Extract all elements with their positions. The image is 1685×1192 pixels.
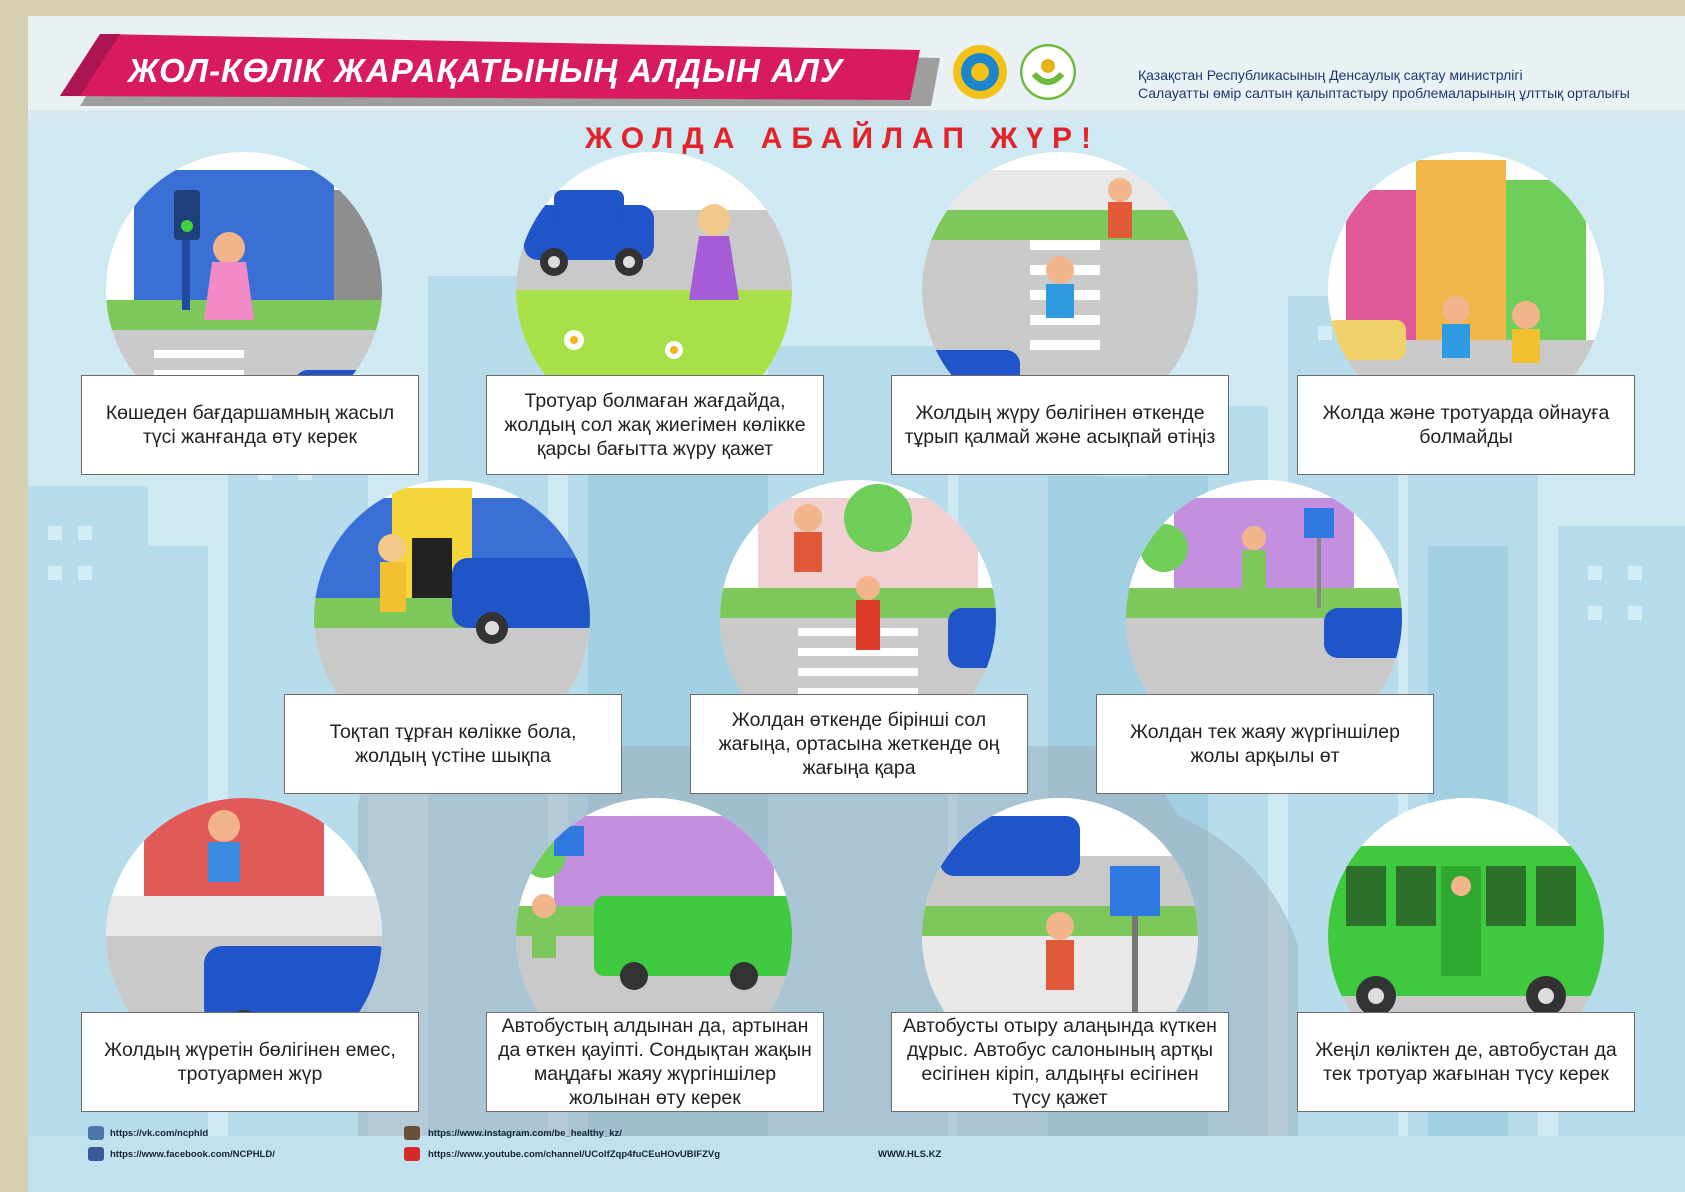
tip-text-3: Жолдың жүру бөлігінен өткенде тұрып қалмай және асықпай өтіңіз xyxy=(904,402,1216,448)
tip-card-3 xyxy=(891,375,1229,475)
tip-text-4: Жолда және тротуарда ойнауға болмайды xyxy=(1322,402,1610,448)
tip-text-11: Жеңіл көліктен де, автобустан да тек тротуар жағынан түсу керек xyxy=(1315,1039,1617,1085)
youtube-icon xyxy=(404,1147,420,1161)
instagram-link[interactable]: https://www.instagram.com/be_healthy_kz/ xyxy=(428,1128,622,1139)
tip-card-5 xyxy=(284,694,622,794)
tip-text-8: Жолдың жүретін бөлігінен емес, тротуармен жүр xyxy=(104,1039,396,1085)
facebook-link[interactable]: https://www.facebook.com/NCPHLD/ xyxy=(110,1149,275,1160)
instagram-icon xyxy=(404,1126,420,1140)
tip-card-2 xyxy=(486,375,824,475)
tip-card-7 xyxy=(1096,694,1434,794)
tip-card-9 xyxy=(486,1012,824,1112)
tip-text-10: Автобусты отыру алаңында күткен дұрыс. Автобус салонының артқы есігінен кіріп, алдыңғы есігінен түсу қажет xyxy=(903,1015,1217,1109)
ministry-text xyxy=(1138,66,1630,102)
ministry-line-2: Салауатты өмір салтын қалыптастыру проблемаларының ұлттық орталығы xyxy=(1138,85,1630,101)
ministry-line-1: Қазақстан Республикасының Денсаулық сақтау министрлігі xyxy=(1138,67,1523,83)
slogan: ЖОЛДА АБАЙЛАП ЖҮР! xyxy=(584,122,1101,155)
tip-card-1 xyxy=(81,375,419,475)
tip-card-10 xyxy=(891,1012,1229,1112)
youtube-link[interactable]: https://www.youtube.com/channel/UColfZqp4fuCEuHOvUBIFZVg xyxy=(428,1149,721,1160)
tip-text-7: Жолдан тек жаяу жүргіншілер жолы арқылы өт xyxy=(1129,721,1400,767)
tip-card-8 xyxy=(81,1012,419,1112)
page-title: ЖОЛ-КӨЛІК ЖАРАҚАТЫНЫҢ АЛДЫН АЛУ xyxy=(128,52,844,89)
health-center-logo-icon xyxy=(1020,44,1076,100)
state-emblem-icon xyxy=(952,44,1008,100)
tip-card-4 xyxy=(1297,375,1635,475)
tip-text-1: Көшеден бағдаршамның жасыл түсі жанғанда өту керек xyxy=(105,402,395,448)
tip-text-9: Автобустың алдынан да, артынан да өткен қауіпті. Сондықтан жақын маңдағы жаяу жүргіншілер жолынан өту керек xyxy=(498,1015,812,1109)
facebook-icon xyxy=(88,1147,104,1161)
tip-text-6: Жолдан өткенде бірінші сол жағыңа, ортасына жеткенде оң жағыңа қара xyxy=(718,709,1000,779)
tip-text-5: Тоқтап тұрған көлікке бола, жолдың үстіне шықпа xyxy=(329,721,577,767)
vk-icon xyxy=(88,1126,104,1140)
vk-link[interactable]: https://vk.com/ncphld xyxy=(110,1128,209,1139)
website-link[interactable]: WWW.HLS.KZ xyxy=(878,1149,942,1160)
tip-card-6 xyxy=(690,694,1028,794)
tip-text-2: Тротуар болмаған жағдайда, жолдың сол жақ жиегімен көлікке қарсы бағытта жүру қажет xyxy=(504,390,806,460)
tip-card-11 xyxy=(1297,1012,1635,1112)
